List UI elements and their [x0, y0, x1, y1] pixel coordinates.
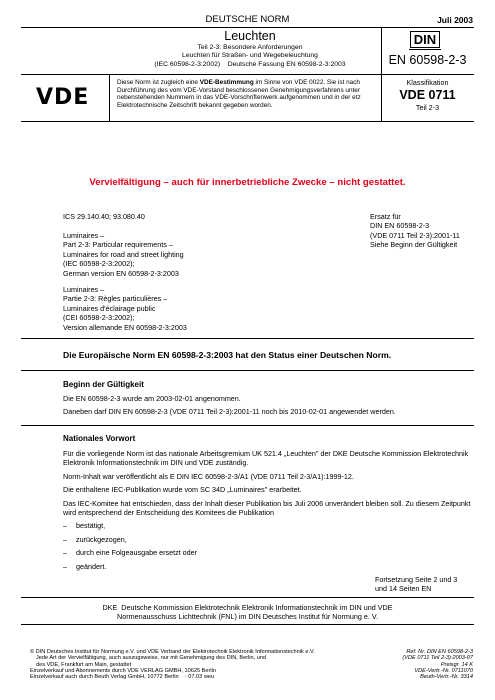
foreword-paragraph-1: Für die vorliegende Norm ist das nationale Arbeitsgremium UK 521.4 „Leuchten" der DKE Deutsche Kommission Elektrotechnik Elektronik Informationstechnik im DIN und VDE zuständig. — [63, 449, 469, 468]
classification-number: VDE 0711 — [399, 88, 456, 102]
ics-codes: ICS 29.140.40; 93.080.40 — [63, 212, 145, 221]
vde-logo: VDE — [36, 85, 90, 110]
validity-heading: Beginn der Gültigkeit — [63, 380, 144, 389]
foreword-paragraph-3: Die enthaltene IEC-Publikation wurde vom SC 34D „Luminaires" erarbeitet. — [63, 485, 302, 495]
din-number: EN 60598-2-3 — [388, 53, 467, 67]
document-title: Leuchten — [224, 29, 276, 43]
reference-block: Ref. Nr. DIN EN 60598-2-3 (VDE 0711 Teil 2-3):2003-07 Preisgr. 14 K VDE-Vertr.-Nr. 0711070 Beuth-Vertr.-Nr. 3314 — [402, 649, 473, 681]
title-line-1: Teil 2-3: Besondere Anforderungen — [197, 44, 303, 51]
list-item: – zurückgezogen, — [63, 535, 473, 544]
replacement-note: Ersatz für DIN EN 60598-2-3 (VDE 0711 Teil 2-3):2001-11 Siehe Beginn der Gültigkeit — [370, 212, 460, 250]
foreword-paragraph-4: Das IEC-Komitee hat entschieden, dass der Inhalt dieser Publikation bis Juli 2006 unverändert bleiben soll. Zu diesem Zeitpunkt wird entsprechend der Entscheidung des Komitees die Publikation — [63, 498, 471, 518]
foreword-list — [63, 521, 473, 571]
list-item: – durch eine Folgeausgabe ersetzt oder — [63, 548, 473, 557]
title-block — [120, 29, 380, 69]
classification-box — [381, 78, 474, 112]
french-title: Luminaires – Partie 2-3: Règles particulières – Luminaires d'éclairage public (CEI 60598-2-3:2002); Version allemande EN 60598-2-3:2003 — [63, 285, 187, 332]
english-title: Luminaires – Part 2-3: Particular requirements – Luminaires for road and street lighting (IEC 60598-2-3:2002); German version EN 60598-2-3:2003 — [63, 231, 184, 278]
copyright-block: © DIN Deutsches Institut für Normung e.V. und VDE Verband der Elektrotechnik Elektronik Informationstechnik e.V. Jede Art der Vervielfältigung, auch auszugsweise, nur mit Genehmigung des DIN, Berlin, und des VDE, Frankfurt am Main, gestattet Einzelverkauf und Abonnements durch VDE VERLAG GMBH, 10625 Berlin Einzelverkauf auch durch Beuth Verlag GmbH, 10772 Berlin · 07.03 weu — [30, 649, 315, 681]
classification-part: Teil 2-3 — [415, 103, 440, 112]
committee-block: DKE Deutsche Kommission Elektrotechnik Elektronik Informationstechnik im DIN und VDE Normenausschuss Lichttechnik (FNL) im DIN Deutsches Institut für Normung e. V. — [102, 603, 393, 622]
foreword-heading: Nationales Vorwort — [63, 434, 136, 443]
validity-paragraph-1: Die EN 60598-2-3 wurde am 2003-02-01 angenommen. — [63, 394, 241, 403]
title-line-3: (IEC 60598-2-3:2002) Deutsche Fassung EN 60598-2-3:2003 — [154, 60, 346, 68]
vde-statement: Diese Norm ist zugleich eine VDE-Bestimmung im Sinne von VDE 0022. Sie ist nach Durchführung des vom VDE-Vorstand beschlossenen Genehmigungsverfahrens unter nebenstehenden Nummern in das VDE-Vorschriftenwerk aufgenommen und in der etz Elektrotechnische Zeitschrift bekannt gegeben worden. — [117, 79, 361, 109]
header-label: DEUTSCHE NORM — [205, 14, 290, 25]
classification-label: Klassifikation — [406, 78, 449, 87]
title-line-2: Leuchten für Straßen- und Wegebeleuchtung — [182, 52, 318, 60]
reproduction-warning: Vervielfältigung – auch für innerbetriebliche Zwecke – nicht gestattet. — [89, 177, 406, 188]
header-date: Juli 2003 — [437, 15, 473, 25]
continuation-note: Fortsetzung Seite 2 und 3 und 14 Seiten EN — [375, 575, 458, 594]
validity-section — [63, 380, 473, 417]
list-item: – bestätigt, — [63, 521, 473, 530]
validity-paragraph-2: Daneben darf DIN EN 60598-2-3 (VDE 0711 Teil 2-3):2001-11 noch bis 2010-02-01 angewendet werden. — [63, 407, 396, 417]
list-item: – geändert. — [63, 562, 473, 571]
status-statement: Die Europäische Norm EN 60598-2-3:2003 hat den Status einer Deutschen Norm. — [63, 350, 392, 360]
foreword-paragraph-2: Norm-Inhalt war veröffentlicht als E DIN IEC 60598-2-3/A1 (VDE 0711 Teil 2-3/A1):1999-12. — [63, 471, 354, 481]
national-foreword — [63, 434, 473, 575]
din-logo: DIN — [410, 31, 440, 48]
